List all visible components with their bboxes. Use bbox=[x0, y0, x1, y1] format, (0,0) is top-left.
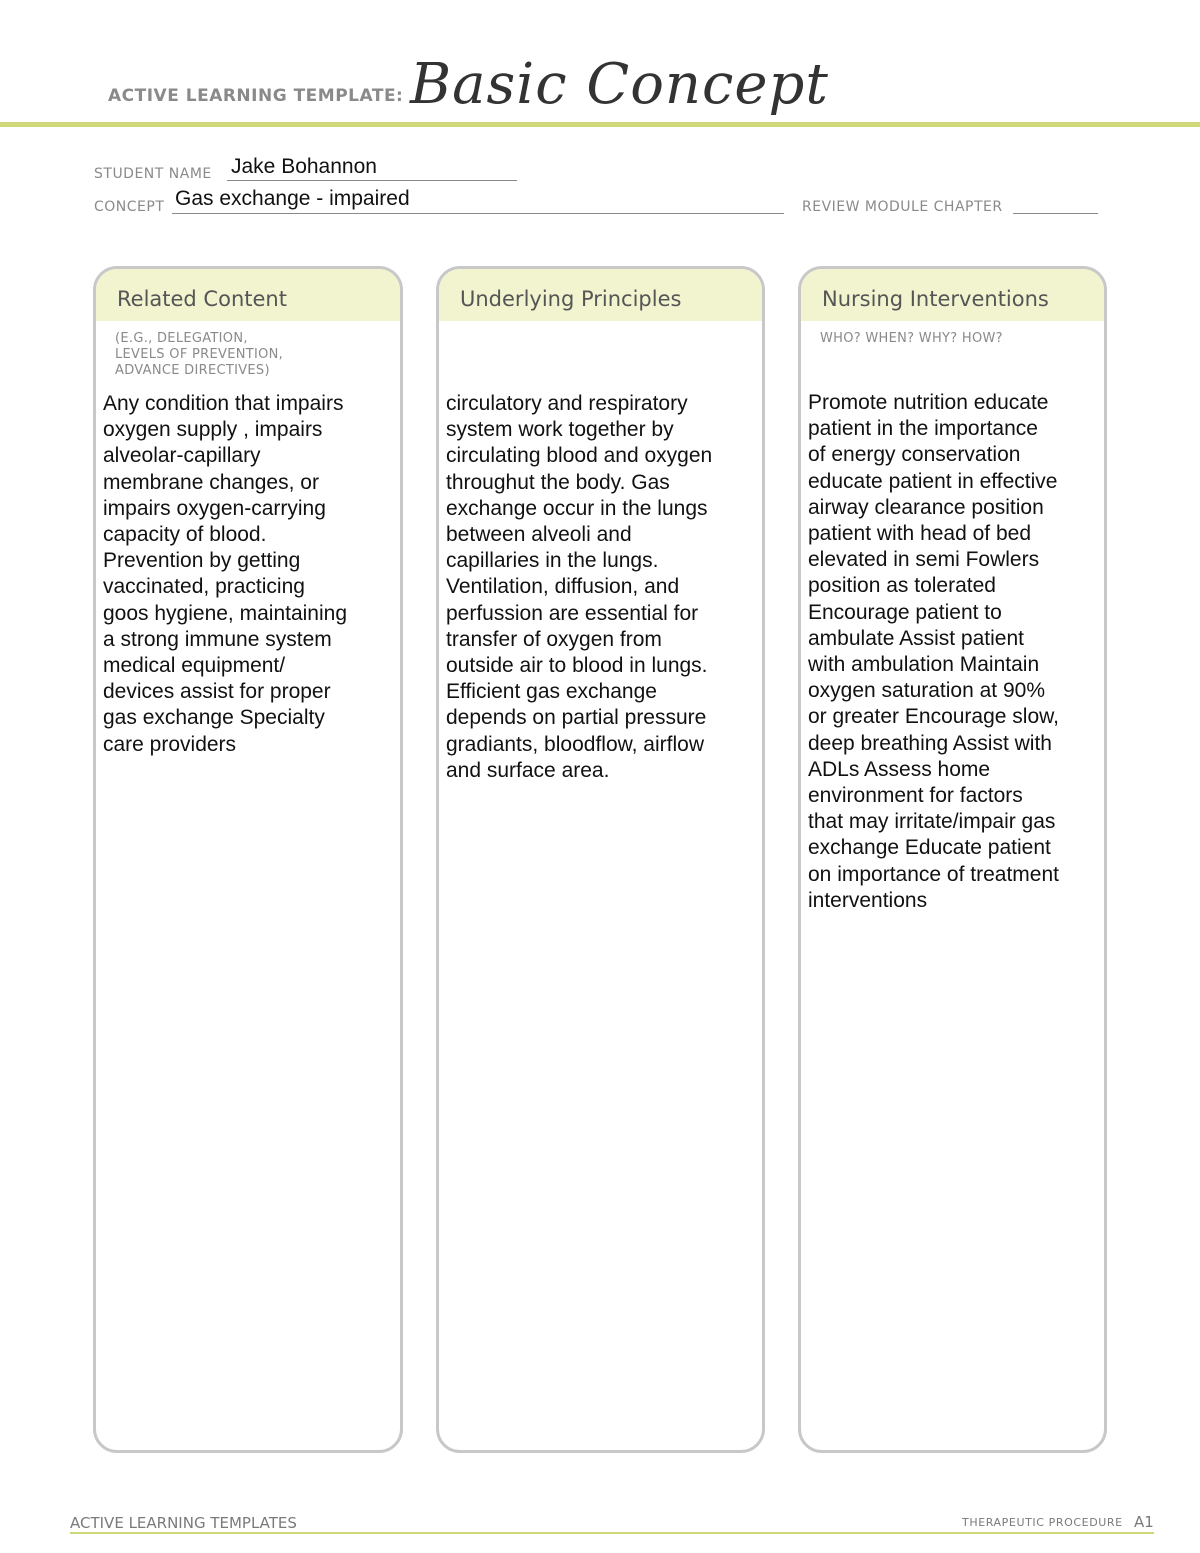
template-label: ACTIVE LEARNING TEMPLATE: bbox=[108, 86, 404, 106]
text-line: oxygen saturation at 90% bbox=[808, 679, 1045, 703]
student-name-line bbox=[227, 180, 517, 181]
text-line: of energy conservation bbox=[808, 443, 1021, 467]
text-line: airway clearance position bbox=[808, 495, 1044, 519]
footer-left-label: ACTIVE LEARNING TEMPLATES bbox=[70, 1514, 297, 1532]
text-line: oxygen supply , impairs bbox=[103, 418, 323, 442]
text-line: Efficient gas exchange bbox=[446, 680, 657, 704]
underlying-principles-panel bbox=[436, 266, 765, 1453]
text-line: Prevention by getting bbox=[103, 549, 301, 573]
text-line: exchange occur in the lungs bbox=[446, 496, 708, 520]
review-module-label: REVIEW MODULE CHAPTER bbox=[802, 199, 1003, 215]
text-line: Promote nutrition educate bbox=[808, 391, 1049, 414]
text-line: circulatory and respiratory bbox=[446, 392, 688, 415]
underlying-principles-title: Underlying Principles bbox=[460, 287, 682, 311]
footer-page-code: A1 bbox=[1134, 1513, 1154, 1531]
concept-label: CONCEPT bbox=[94, 199, 165, 215]
subtitle-line: (E.G., DELEGATION, bbox=[115, 331, 248, 346]
nursing-interventions-title: Nursing Interventions bbox=[822, 287, 1049, 311]
nursing-interventions-text[interactable] bbox=[808, 390, 1059, 914]
text-line: devices assist for proper bbox=[103, 680, 331, 704]
page-title: Basic Concept bbox=[410, 52, 829, 117]
related-content-title: Related Content bbox=[117, 287, 287, 311]
header-divider bbox=[0, 122, 1200, 127]
footer-right-label: THERAPEUTIC PROCEDURE bbox=[962, 1516, 1123, 1529]
review-module-line bbox=[1013, 213, 1098, 214]
text-line: patient in the importance bbox=[808, 417, 1038, 441]
text-line: on importance of treatment bbox=[808, 862, 1059, 886]
text-line: deep breathing Assist with bbox=[808, 731, 1052, 755]
text-line: ADLs Assess home bbox=[808, 757, 991, 781]
text-line: gas exchange Specialty bbox=[103, 706, 325, 730]
subtitle-line: ADVANCE DIRECTIVES) bbox=[115, 363, 270, 378]
student-name-label: STUDENT NAME bbox=[94, 166, 212, 182]
text-line: membrane changes, or bbox=[103, 470, 319, 494]
text-line: position as tolerated bbox=[808, 574, 996, 598]
text-line: capacity of blood. bbox=[103, 523, 267, 547]
text-line: patient with head of bed bbox=[808, 522, 1032, 546]
text-line: transfer of oxygen from bbox=[446, 627, 662, 651]
text-line: vaccinated, practicing bbox=[103, 575, 305, 599]
text-line: elevated in semi Fowlers bbox=[808, 548, 1040, 572]
text-line: impairs oxygen-carrying bbox=[103, 496, 326, 520]
text-line: that may irritate/impair gas bbox=[808, 810, 1056, 834]
text-line: goos hygiene, maintaining bbox=[103, 601, 348, 625]
text-line: medical equipment/ bbox=[103, 654, 286, 678]
text-line: throughut the body. Gas bbox=[446, 470, 670, 494]
text-line: Ventilation, diffusion, and bbox=[446, 575, 680, 599]
text-line: care providers bbox=[103, 732, 237, 756]
related-content-panel bbox=[93, 266, 403, 1453]
subtitle-line: LEVELS OF PREVENTION, bbox=[115, 347, 284, 362]
nursing-interventions-subtitle bbox=[820, 331, 1003, 347]
text-line: circulating blood and oxygen bbox=[446, 444, 713, 468]
related-content-subtitle bbox=[115, 331, 283, 379]
text-line: alveolar-capillary bbox=[103, 444, 261, 468]
text-line: system work together by bbox=[446, 418, 674, 442]
text-line: depends on partial pressure bbox=[446, 706, 707, 730]
text-line: and surface area. bbox=[446, 758, 610, 782]
subtitle-line: WHO? WHEN? WHY? HOW? bbox=[820, 331, 1003, 346]
student-name-value[interactable]: Jake Bohannon bbox=[231, 155, 377, 178]
text-line: interventions bbox=[808, 888, 928, 912]
footer-divider bbox=[70, 1532, 1154, 1534]
text-line: capillaries in the lungs. bbox=[446, 549, 659, 573]
concept-value[interactable]: Gas exchange - impaired bbox=[175, 187, 410, 210]
underlying-principles-text[interactable] bbox=[446, 391, 712, 784]
nursing-interventions-panel bbox=[798, 266, 1107, 1453]
text-line: exchange Educate patient bbox=[808, 836, 1051, 860]
text-line: educate patient in effective bbox=[808, 469, 1058, 493]
text-line: ambulate Assist patient bbox=[808, 626, 1024, 650]
text-line: environment for factors bbox=[808, 784, 1023, 808]
text-line: perfussion are essential for bbox=[446, 601, 699, 625]
text-line: outside air to blood in lungs. bbox=[446, 654, 708, 678]
text-line: gradiants, bloodflow, airflow bbox=[446, 732, 704, 756]
text-line: Any condition that impairs bbox=[103, 392, 344, 415]
related-content-text[interactable] bbox=[103, 391, 347, 758]
text-line: or greater Encourage slow, bbox=[808, 705, 1059, 729]
text-line: with ambulation Maintain bbox=[808, 653, 1040, 677]
text-line: between alveoli and bbox=[446, 523, 632, 547]
concept-line bbox=[172, 213, 784, 214]
text-line: a strong immune system bbox=[103, 627, 332, 651]
text-line: Encourage patient to bbox=[808, 600, 1002, 624]
